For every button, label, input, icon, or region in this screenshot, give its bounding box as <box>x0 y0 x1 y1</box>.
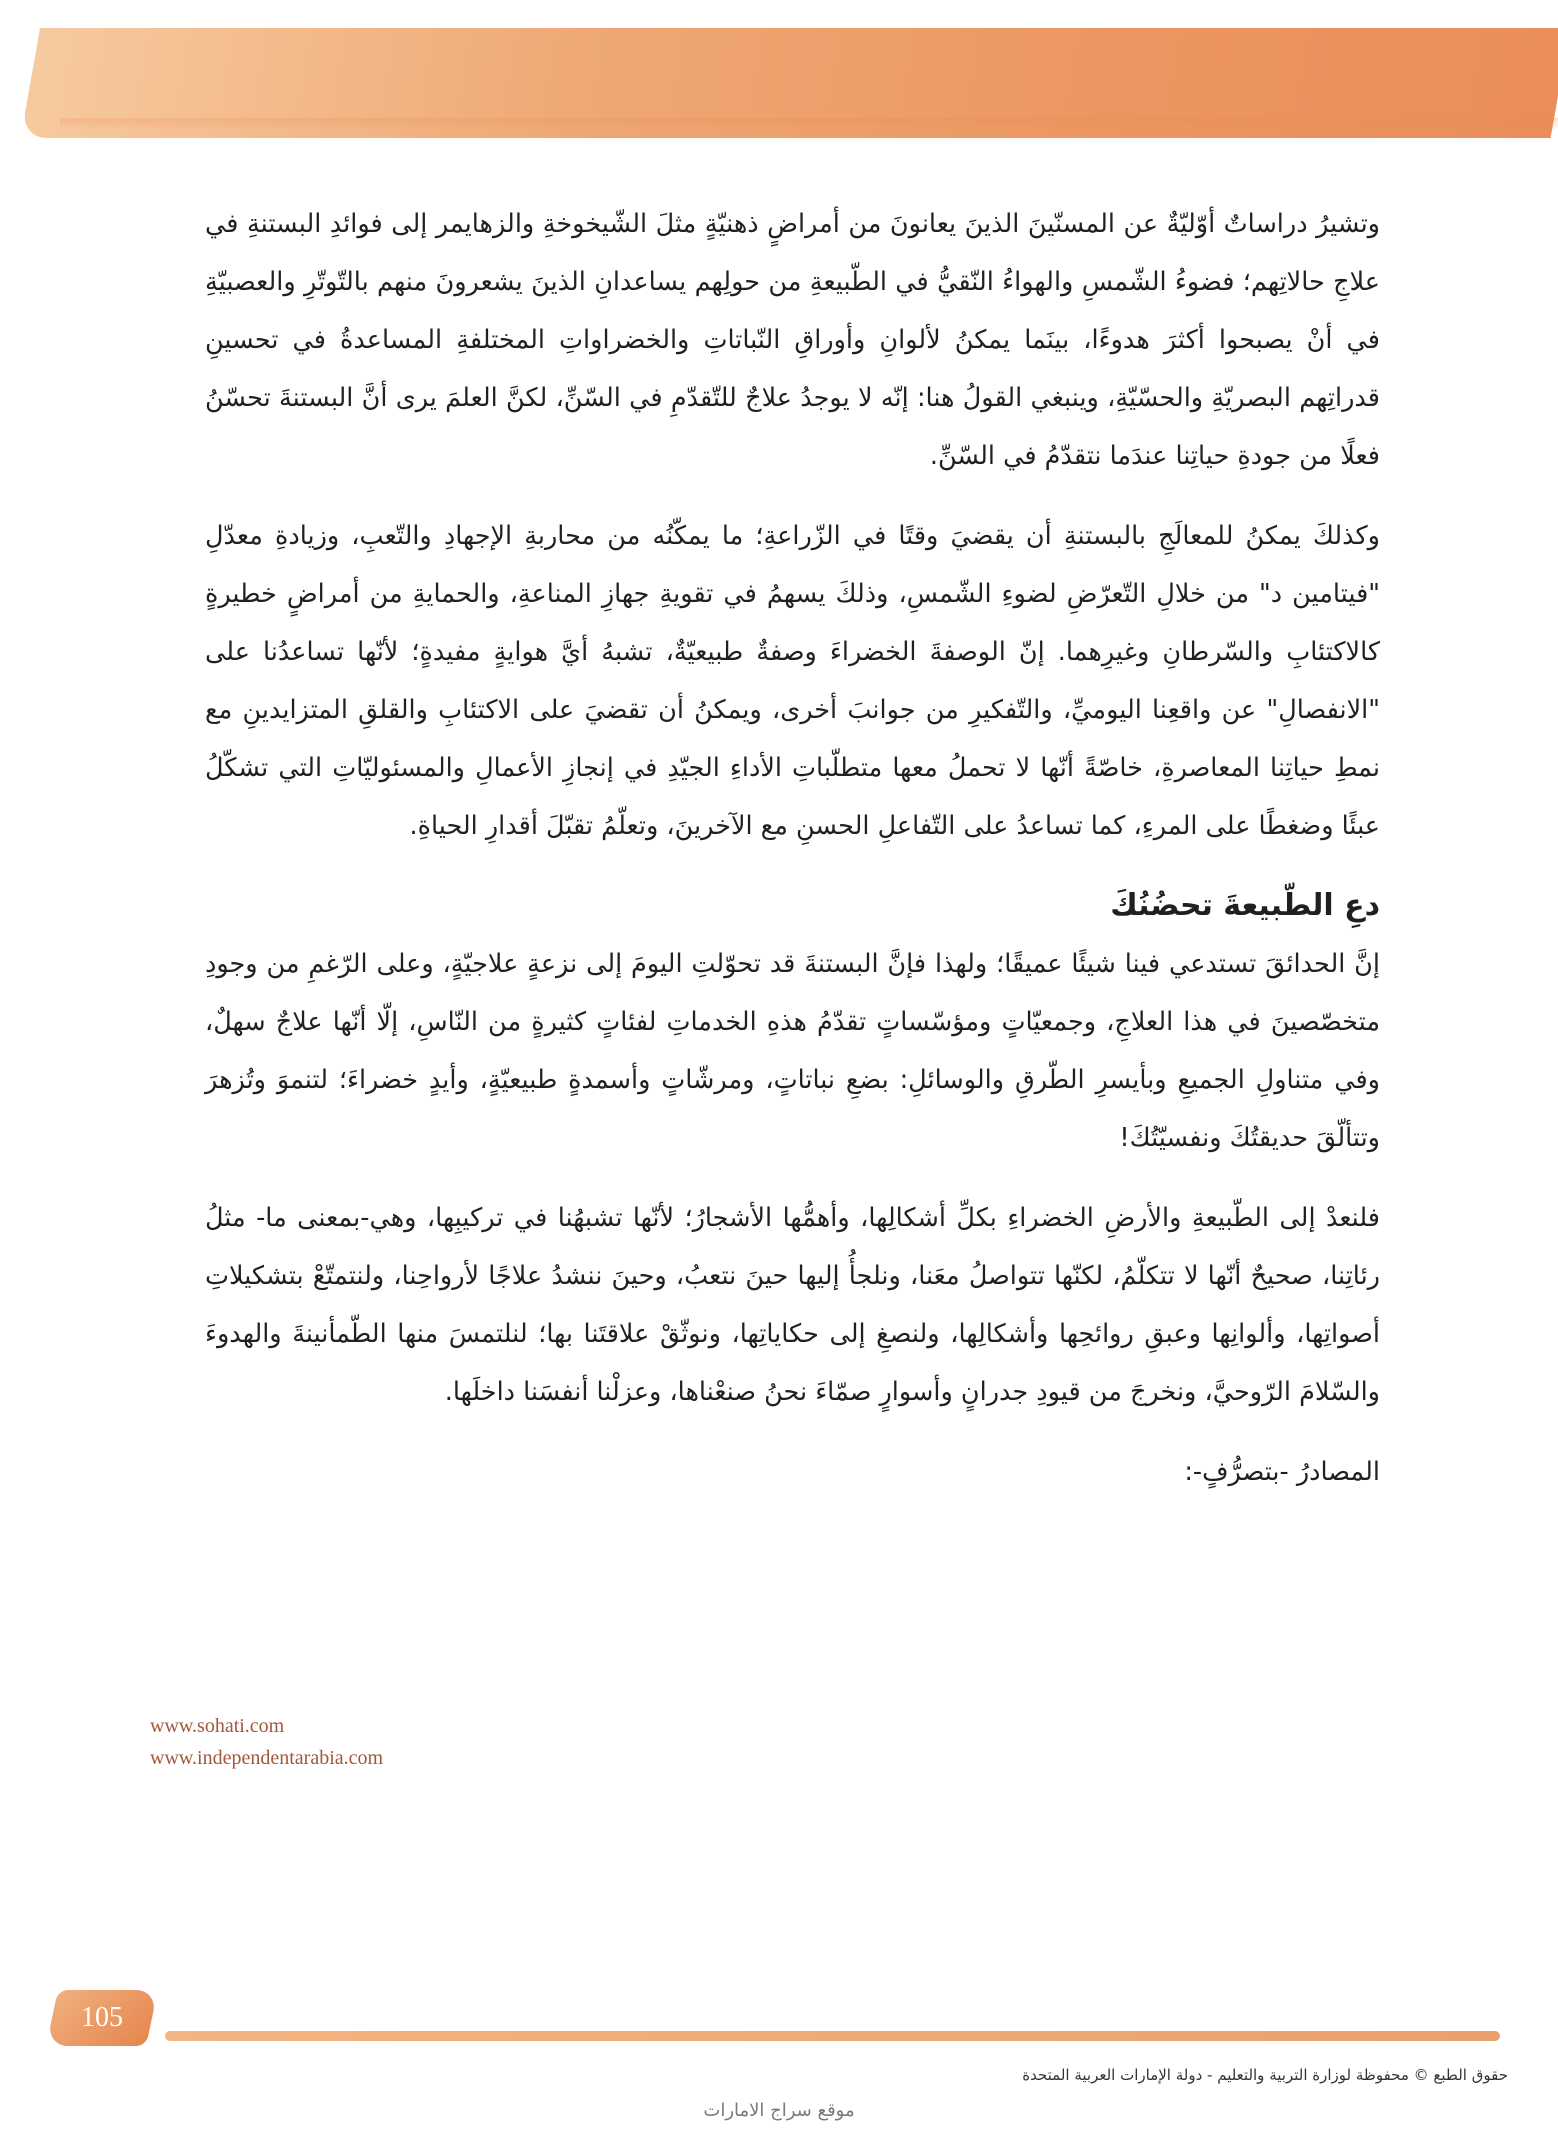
paragraph-return-to-nature: فلنعدْ إلى الطّبيعةِ والأرضِ الخضراءِ بكلِّ أشكالِها، وأهمُّها الأشجارُ؛ لأنّها تشبهُنا في تركيبِها، وهي-بمعنى ما- مثلُ رئاتِنا، صحيحٌ أنّها لا تتكلّمُ، لكنّها تتواصلُ معَنا، ونلجأُ إليها حينَ نتعبُ، وحينَ ننشدُ علاجًا لأرواحِنا، ولنتمتّعْ بتشكيلاتِ أصواتِها، وألوانِها وعبقِ روائحِها وأشكالِها، ولنصغِ إلى حكاياتِها، ونوثّقْ علاقتَنا بها؛ لنلتمسَ منها الطّمأنينةَ والهدوءَ والسّلامَ الرّوحيَّ، ونخرجَ من قيودِ جدرانٍ وأسوارٍ صمّاءَ نحنُ صنعْناها، وعزلْنا أنفسَنا داخلَها. <box>205 1203 1380 1407</box>
article-body <box>205 195 1380 1501</box>
copyright-notice: حقوق الطبع © محفوظة لوزارة التربية والتعليم - دولة الإمارات العربية المتحدة <box>1022 2066 1508 2084</box>
paragraph-gardening-therapy: وكذلكَ يمكنُ للمعالَجِ بالبستنةِ أن يقضيَ وقتًا في الزّراعةِ؛ ما يمكّنُه من محاربةِ الإجهادِ والتّعبِ، وزيادةِ معدّلِ "فيتامين د" من خلالِ التّعرّضِ لضوءِ الشّمسِ، وذلكَ يسهمُ في تقويةِ جهازِ المناعةِ، والحمايةِ من أمراضٍ خطيرةٍ كالاكتئابِ والسّرطانِ وغيرِهما. إنّ الوصفةَ الخضراءَ وصفةٌ طبيعيّةٌ، تشبهُ أيَّ هوايةٍ مفيدةٍ؛ لأنّها تساعدُنا على "الانفصالِ" عن واقعِنا اليوميِّ، والتّفكيرِ من جوانبَ أخرى، ويمكنُ أن تقضيَ على الاكتئابِ والقلقِ المتزايدينِ مع نمطِ حياتِنا المعاصرةِ، خاصّةً أنّها لا تحملُ معها متطلّباتِ الأداءِ الجيّدِ في إنجازِ الأعمالِ والمسئوليّاتِ التي تشكّلُ عبئًا وضغطًا على المرءِ، كما تساعدُ على التّفاعلِ الحسنِ مع الآخرينَ، وتعلّمُ تقبّلَ أقدارِ الحياةِ. <box>205 521 1380 841</box>
page-number: 105 <box>81 2002 123 2033</box>
sources-label: المصادرُ -بتصرُّفٍ-: <box>1184 1457 1380 1487</box>
header-decoration-shadow <box>60 118 1558 130</box>
source-link[interactable]: www.sohati.com <box>150 1715 285 1737</box>
section-heading: دعِ الطّبيعةَ تحضُنُكَ <box>1110 888 1380 923</box>
footer-watermark: موقع سراج الامارات <box>703 2100 855 2121</box>
source-link[interactable]: www.independentarabia.com <box>150 1747 384 1769</box>
sources-list <box>150 1710 383 1774</box>
footer-rule <box>165 2031 1500 2041</box>
paragraph-elderly-benefits: وتشيرُ دراساتٌ أوّليّةٌ عن المسنّينَ الذينَ يعانونَ من أمراضٍ ذهنيّةٍ مثلَ الشّيخوخةِ والزهايمر إلى فوائدِ البستنةِ في علاجِ حالاتِهم؛ فضوءُ الشّمسِ والهواءُ النّقيُّ في الطّبيعةِ من حولِهم يساعدانِ الذينَ يشعرونَ منهم بالتّوتّرِ والعصبيّةِ في أنْ يصبحوا أكثرَ هدوءًا، بينَما يمكنُ لألوانِ وأوراقِ النّباتاتِ والخضراواتِ المختلفةِ المساعدةُ في تحسينِ قدراتِهم البصريّةِ والحسّيّةِ، وينبغي القولُ هنا: إنّه لا يوجدُ علاجٌ للتّقدّمِ في السّنِّ، لكنَّ العلمَ يرى أنَّ البستنةَ تحسّنُ فعلًا من جودةِ حياتِنا عندَما نتقدّمُ في السّنِّ. <box>205 209 1380 471</box>
paragraph-gardens: إنَّ الحدائقَ تستدعي فينا شيئًا عميقًا؛ ولهذا فإنَّ البستنةَ قد تحوّلتِ اليومَ إلى نزعةٍ علاجيّةٍ، وعلى الرّغمِ من وجودِ متخصّصينَ في هذا العلاجِ، وجمعيّاتٍ ومؤسّساتٍ تقدّمُ هذهِ الخدماتِ لفئاتٍ كثيرةٍ من النّاسِ، إلّا أنّها علاجٌ سهلٌ، وفي متناولِ الجميعِ وبأيسرِ الطّرقِ والوسائلِ: بضعِ نباتاتٍ، ومرشّاتٍ وأسمدةٍ طبيعيّةٍ، وأيدٍ خضراءَ؛ لتنموَ وتُزهرَ وتتألّقَ حديقتُكَ ونفسيّتُكَ! <box>205 949 1380 1153</box>
